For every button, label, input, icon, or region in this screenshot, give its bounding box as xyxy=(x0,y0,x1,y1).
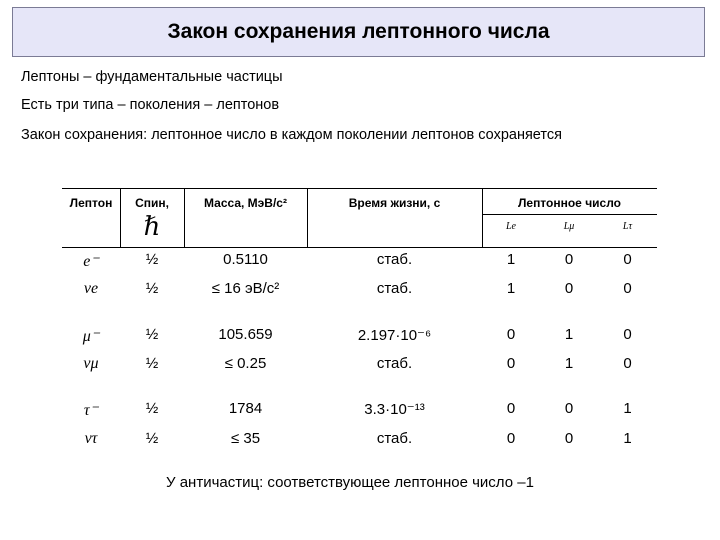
spin-cell: ½ xyxy=(145,326,159,343)
lifetime-cell: стаб. xyxy=(376,355,413,372)
spin-cell: ½ xyxy=(145,251,159,268)
lifetime-cell: 2.197·10⁻⁶ xyxy=(357,327,432,344)
title-box xyxy=(12,7,705,57)
lmu-cell: 0 xyxy=(564,400,574,417)
header-le: Le xyxy=(506,221,516,232)
spin-cell: ½ xyxy=(145,400,159,417)
lmu-cell: 1 xyxy=(564,326,574,343)
lmu-cell: 0 xyxy=(564,251,574,268)
header-mass: Масса, МэВ/с² xyxy=(204,196,287,210)
header-lepton-number: Лептонное число xyxy=(517,196,622,210)
le-cell: 1 xyxy=(506,280,516,297)
lmu-cell: 0 xyxy=(564,430,574,447)
le-cell: 0 xyxy=(506,355,516,372)
mass-cell: 0.5110 xyxy=(223,251,268,268)
lepton-number-rule xyxy=(482,214,657,215)
mass-cell: ≤ 16 эВ/с² xyxy=(211,280,280,297)
particle-cell: e⁻ xyxy=(83,253,99,270)
particle-cell: νe xyxy=(83,280,99,297)
particle-cell: νμ xyxy=(83,355,99,372)
antiparticle-note: У античастиц: соответствующее лептонное число –1 xyxy=(166,474,534,491)
lifetime-cell: стаб. xyxy=(376,251,413,268)
le-cell: 0 xyxy=(506,430,516,447)
lepton-table xyxy=(62,188,657,458)
ltau-cell: 0 xyxy=(623,355,632,372)
table-header-rule xyxy=(62,247,657,248)
lifetime-cell: стаб. xyxy=(376,280,413,297)
lmu-cell: 0 xyxy=(564,280,574,297)
text-line-1: Лептоны – фундаментальные частицы xyxy=(21,69,283,85)
text-line-2: Есть три типа – поколения – лептонов xyxy=(21,97,280,113)
le-cell: 1 xyxy=(506,251,516,268)
mass-cell: ≤ 35 xyxy=(230,430,261,447)
particle-cell: ντ xyxy=(84,430,98,447)
spin-cell: ½ xyxy=(145,430,159,447)
header-lmu: Lμ xyxy=(563,221,575,232)
text-line-3: Закон сохранения: лептонное число в каждом поколении лептонов сохраняется xyxy=(21,127,562,143)
mass-cell: ≤ 0.25 xyxy=(224,355,267,372)
lmu-cell: 1 xyxy=(564,355,574,372)
ltau-cell: 0 xyxy=(623,251,632,268)
mass-cell: 1784 xyxy=(228,400,263,417)
lifetime-cell: стаб. xyxy=(376,430,413,447)
ltau-cell: 0 xyxy=(623,326,632,343)
ltau-cell: 1 xyxy=(623,430,632,447)
page-title: Закон сохранения лептонного числа xyxy=(167,20,550,43)
ltau-cell: 0 xyxy=(623,280,632,297)
spin-cell: ½ xyxy=(145,280,159,297)
particle-cell: μ⁻ xyxy=(82,328,100,345)
table-top-rule xyxy=(62,188,657,189)
header-lepton: Лептон xyxy=(69,196,113,210)
header-spin: Спин, xyxy=(135,196,169,210)
mass-cell: 105.659 xyxy=(218,326,273,343)
le-cell: 0 xyxy=(506,400,516,417)
hbar-symbol: ℏ xyxy=(143,212,161,242)
header-ltau: Lτ xyxy=(622,221,633,232)
header-lifetime: Время жизни, с xyxy=(348,196,441,210)
lifetime-cell: 3.3·10⁻¹³ xyxy=(364,401,425,418)
particle-cell: τ⁻ xyxy=(83,402,99,419)
le-cell: 0 xyxy=(506,326,516,343)
ltau-cell: 1 xyxy=(623,400,632,417)
spin-cell: ½ xyxy=(145,355,159,372)
